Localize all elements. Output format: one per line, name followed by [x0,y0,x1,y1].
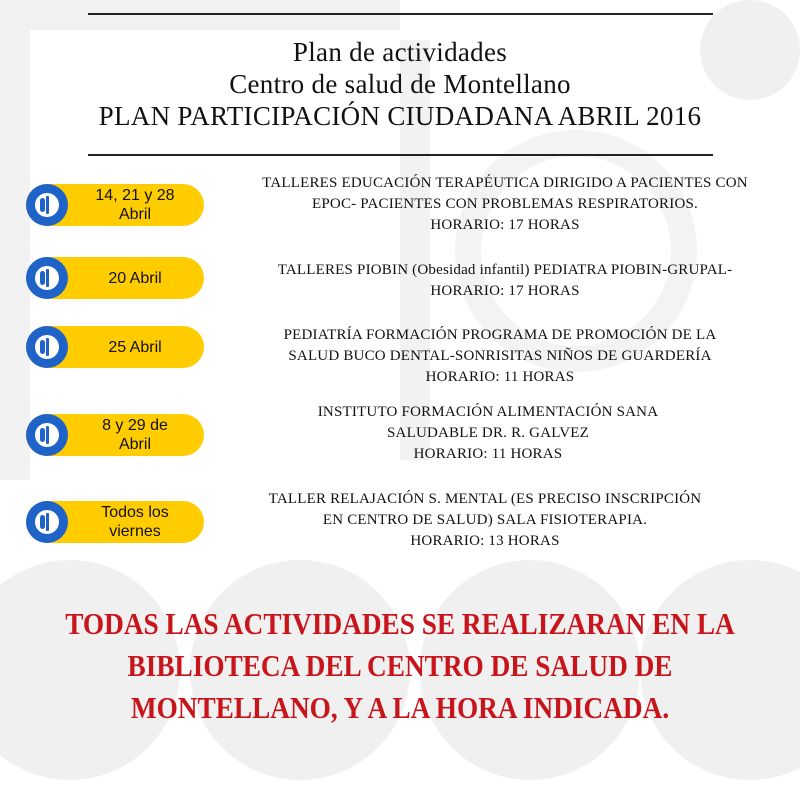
activity-description: TALLERES PIOBIN (Obesidad infantil) PEDIATRA PIOBIN-GRUPAL- HORARIO: 17 HORAS [277,262,733,299]
header-line-2: Centro de salud de Montellano [229,69,571,99]
health-center-logo-icon [26,501,68,543]
activity-date-pill [26,501,204,543]
activity-date: 8 y 29 de Abril [102,417,168,453]
activity-description: INSTITUTO FORMACIÓN ALIMENTACIÓN SANA SALUDABLE DR. R. GALVEZ HORARIO: 11 HORAS [317,404,659,462]
header-line-3: PLAN PARTICIPACIÓN CIUDADANA ABRIL 2016 [98,101,702,131]
health-center-logo-icon [26,414,68,456]
footer-line-3: MONTELLANO, Y A LA HORA INDICADA. [130,690,670,725]
health-center-logo-icon [26,326,68,368]
activity-date-pill [26,326,204,368]
activity-date: 14, 21 y 28 Abril [95,187,175,223]
header-top-rule [88,13,713,15]
health-center-logo-icon [26,257,68,299]
header-line-1: Plan de actividades [292,37,508,67]
activity-date-pill [26,257,204,299]
health-center-logo-icon [26,184,68,226]
header-bottom-rule [88,154,713,156]
activity-date: 20 Abril [108,269,162,287]
activity-description: TALLER RELAJACIÓN S. MENTAL (ES PRECISO INSCRIPCIÓN EN CENTRO DE SALUD) SALA FISIOTERAPIA. HORARIO: 13 HORAS [268,491,702,549]
activity-description: TALLERES EDUCACIÓN TERAPÉUTICA DIRIGIDO A PACIENTES CON EPOC- PACIENTES CON PROBLEMAS RESPIRATORIOS. HORARIO: 17 HORAS [262,175,748,233]
footer-line-2: BIBLIOTECA DEL CENTRO DE SALUD DE [127,648,673,683]
header-title [60,36,740,132]
activity-description: PEDIATRÍA FORMACIÓN PROGRAMA DE PROMOCIÓN DE LA SALUD BUCO DENTAL-SONRISITAS NIÑOS DE GUARDERÍA HORARIO: 11 HORAS [283,327,717,385]
footer-line-1: TODAS LAS ACTIVIDADES SE REALIZARAN EN LA [65,606,735,641]
footer-notice [48,603,752,729]
activity-date: 25 Abril [108,338,162,356]
activity-date-pill [26,184,204,226]
activity-date: Todos los viernes [101,504,169,540]
activity-date-pill [26,414,204,456]
